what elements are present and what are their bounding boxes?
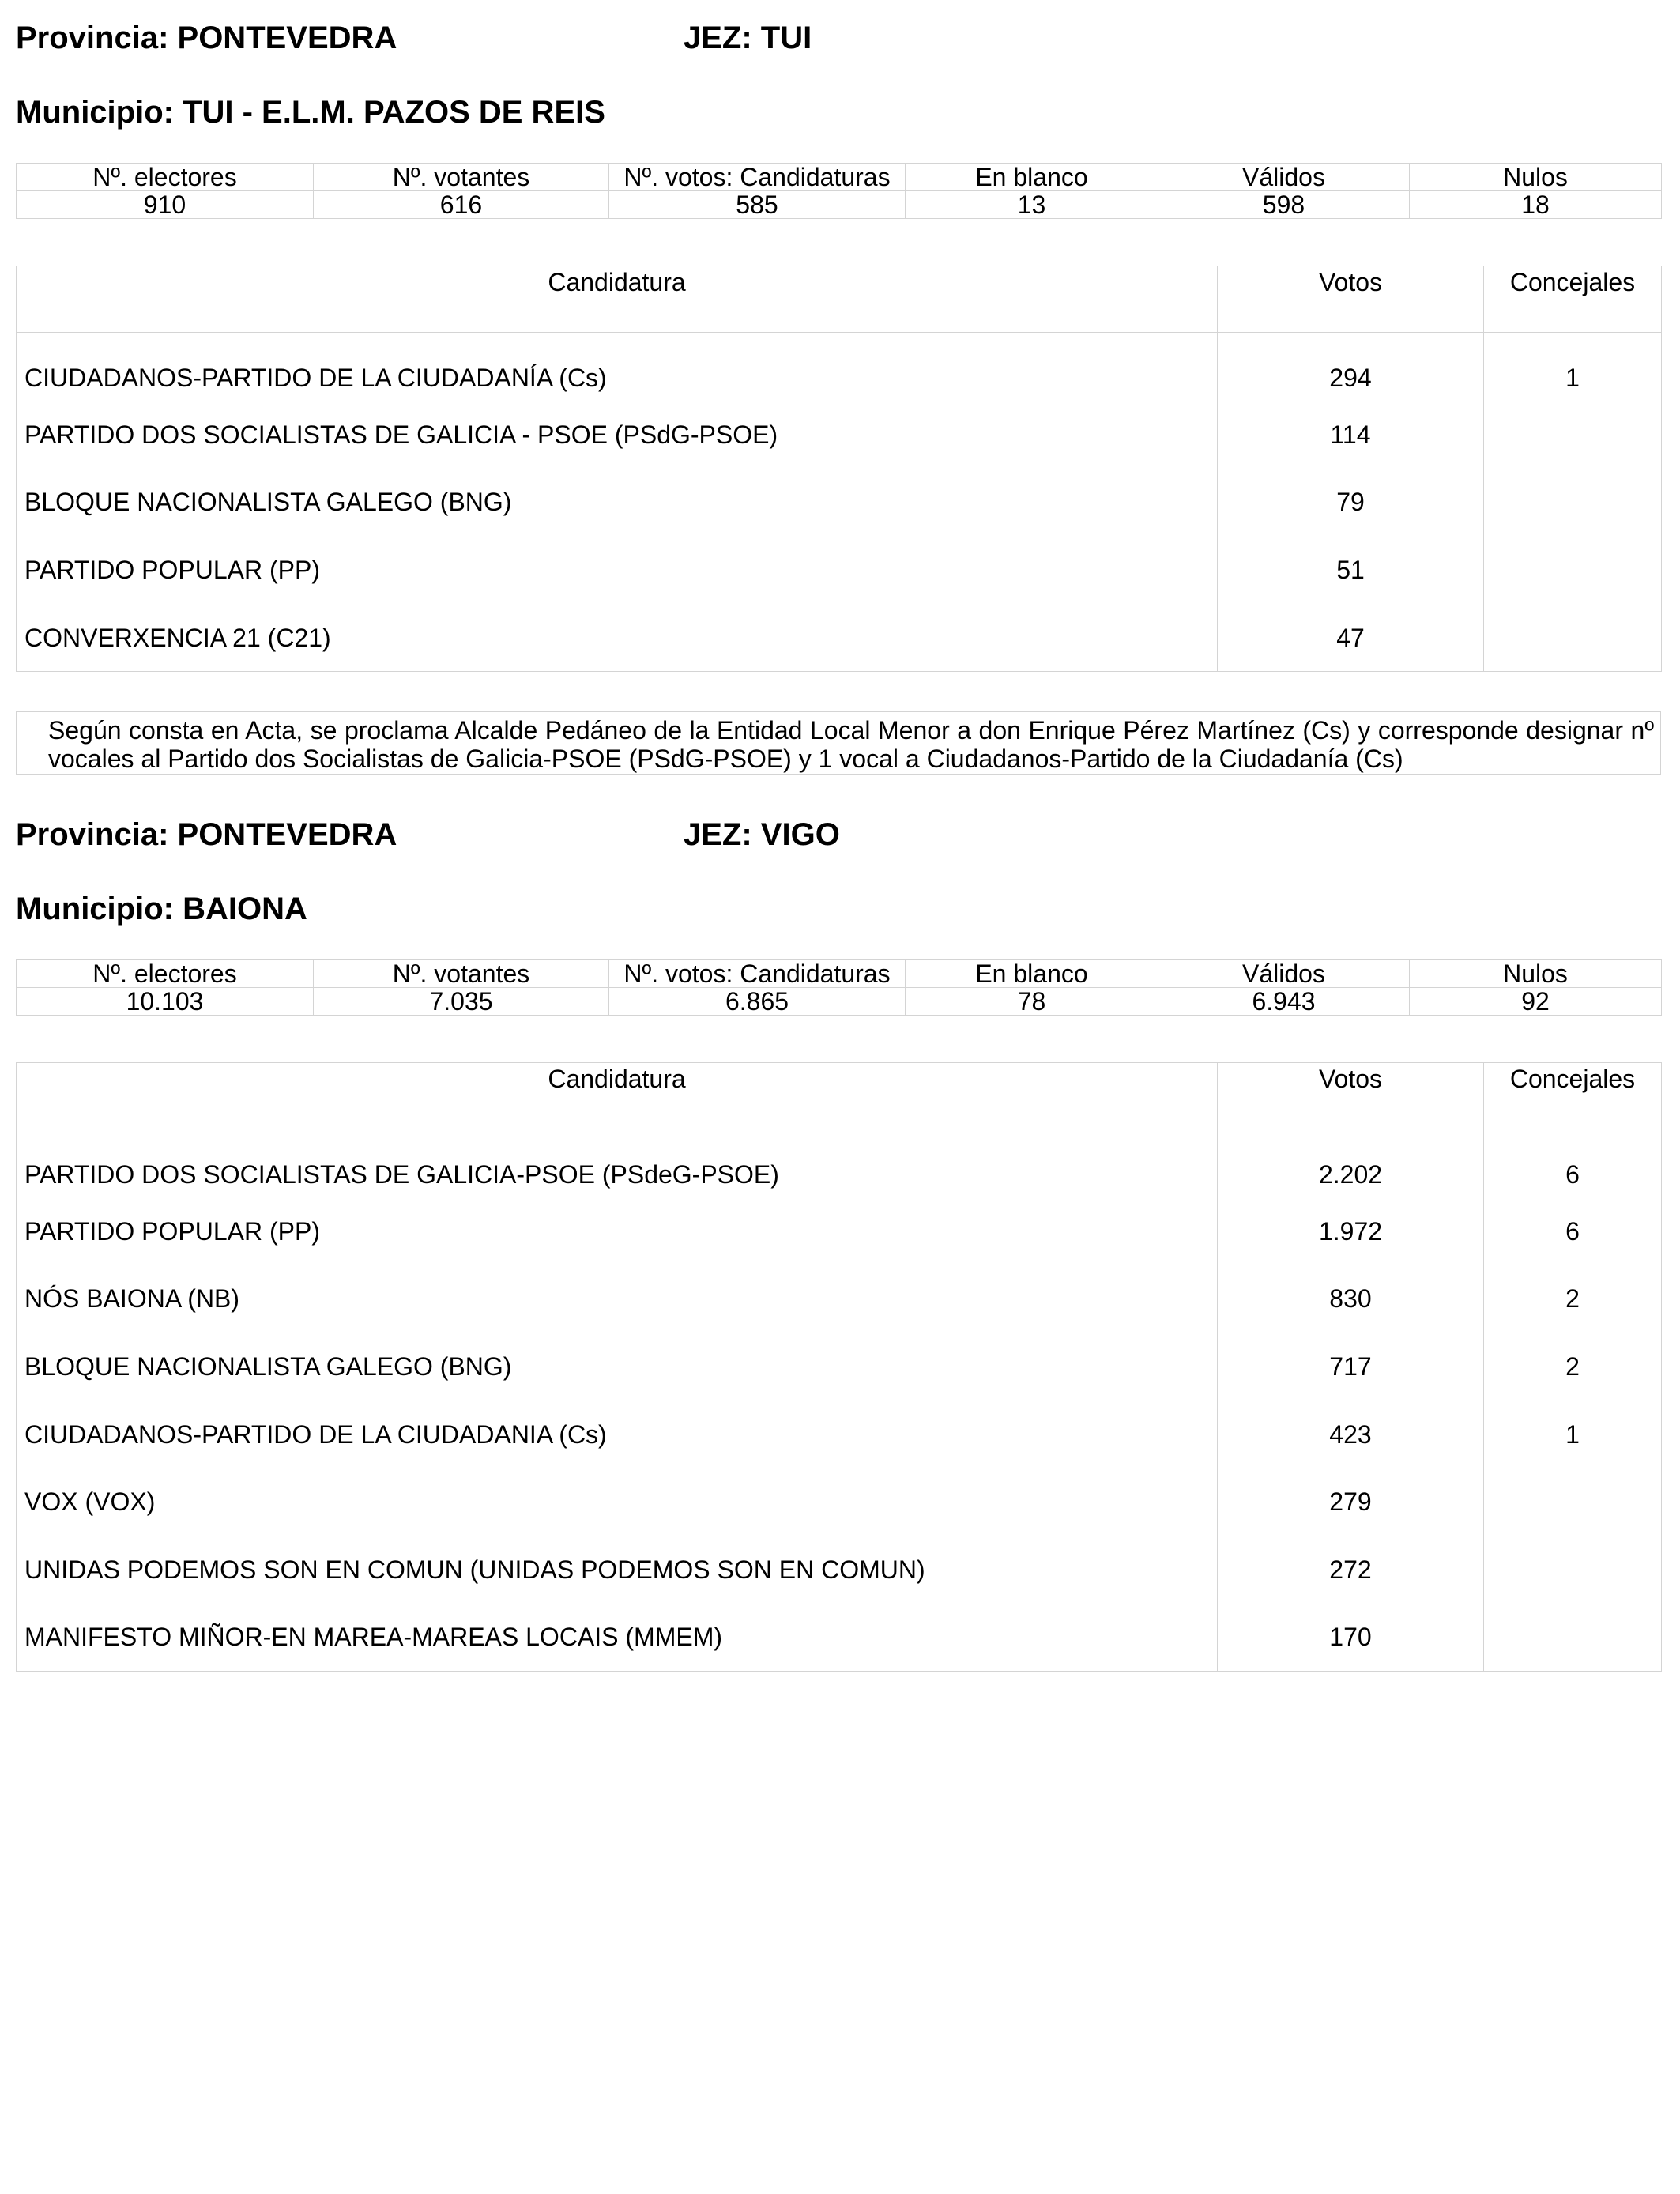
table-row (17, 333, 1662, 401)
candidates-header-row (17, 266, 1662, 333)
candidate-concejales (1484, 604, 1662, 672)
candidate-name: BLOQUE NACIONALISTA GALEGO (BNG) (24, 1351, 512, 1381)
stats-value-validos: 6.943 (1158, 988, 1410, 1016)
stats-value-row (17, 191, 1662, 219)
candidate-name: PARTIDO POPULAR (PP) (24, 1216, 320, 1246)
table-row (17, 401, 1662, 469)
candidate-name: PARTIDO DOS SOCIALISTAS DE GALICIA-PSOE (PSdeG-PSOE) (24, 1160, 779, 1189)
candidate-name: PARTIDO DOS SOCIALISTAS DE GALICIA - PSOE (PSdG-PSOE) (24, 420, 778, 449)
stats-value-row (17, 988, 1662, 1016)
candidate-concejales (1484, 1468, 1662, 1536)
table-row (17, 1536, 1662, 1604)
table-row (17, 1400, 1662, 1468)
candidate-name: VOX (VOX) (24, 1487, 156, 1517)
candidate-votos: 272 (1218, 1536, 1484, 1604)
stats-header-electores: Nº. electores (17, 164, 314, 191)
candidate-votos: 423 (1218, 1400, 1484, 1468)
stats-header-electores: Nº. electores (17, 960, 314, 988)
jez-heading: JEZ: TUI (684, 21, 812, 55)
table-row (17, 604, 1662, 672)
table-row (17, 1604, 1662, 1672)
stats-header-votantes: Nº. votantes (314, 164, 609, 191)
stats-header-en-blanco: En blanco (906, 960, 1158, 988)
jez-heading: JEZ: VIGO (684, 817, 840, 852)
candidate-votos: 51 (1218, 536, 1484, 604)
stats-value-electores: 10.103 (17, 988, 314, 1016)
candidate-votos: 717 (1218, 1333, 1484, 1400)
stats-header-validos: Válidos (1158, 960, 1410, 988)
header-candidatura: Candidatura (17, 266, 1218, 333)
candidate-votos: 79 (1218, 469, 1484, 537)
candidate-concejales (1484, 536, 1662, 604)
candidate-votos: 114 (1218, 401, 1484, 469)
candidate-concejales: 6 (1484, 1129, 1662, 1198)
candidates-table (16, 1062, 1662, 1672)
stats-table (16, 959, 1662, 1016)
stats-value-validos: 598 (1158, 191, 1410, 219)
stats-header-en-blanco: En blanco (906, 164, 1158, 191)
candidate-name: CONVERXENCIA 21 (C21) (24, 623, 331, 652)
table-row (17, 1468, 1662, 1536)
stats-header-row (17, 960, 1662, 988)
stats-header-nulos: Nulos (1410, 960, 1662, 988)
table-row (17, 1333, 1662, 1400)
table-row (17, 536, 1662, 604)
stats-value-en-blanco: 13 (906, 191, 1158, 219)
candidate-name: PARTIDO POPULAR (PP) (24, 555, 320, 584)
candidate-concejales: 2 (1484, 1333, 1662, 1400)
table-row (17, 469, 1662, 537)
stats-header-votos-candidaturas: Nº. votos: Candidaturas (609, 960, 906, 988)
proclamation-note: Según consta en Acta, se proclama Alcalde Pedáneo de la Entidad Local Menor a don Enrique Pérez Martínez (Cs) y corresponde designar nº vocales al Partido dos Socialistas de Galicia-PSOE (PSdG-PSOE) y 1 vocal a Ciudadanos-Partido de la Ciudadanía (Cs) (16, 711, 1661, 775)
stats-header-row (17, 164, 1662, 191)
candidate-votos: 830 (1218, 1265, 1484, 1333)
candidate-votos: 2.202 (1218, 1129, 1484, 1198)
candidate-concejales: 2 (1484, 1265, 1662, 1333)
candidate-concejales (1484, 1536, 1662, 1604)
stats-header-nulos: Nulos (1410, 164, 1662, 191)
candidate-concejales: 6 (1484, 1197, 1662, 1265)
stats-table (16, 163, 1662, 219)
stats-header-votantes: Nº. votantes (314, 960, 609, 988)
candidate-votos: 170 (1218, 1604, 1484, 1672)
provincia-heading: Provincia: PONTEVEDRA (16, 21, 397, 55)
stats-header-validos: Válidos (1158, 164, 1410, 191)
table-row (17, 1265, 1662, 1333)
candidates-table (16, 266, 1662, 672)
stats-value-en-blanco: 78 (906, 988, 1158, 1016)
stats-value-votantes: 616 (314, 191, 609, 219)
header-concejales: Concejales (1484, 1063, 1662, 1129)
header-votos: Votos (1218, 1063, 1484, 1129)
municipio-heading: Municipio: BAIONA (16, 892, 307, 926)
stats-value-electores: 910 (17, 191, 314, 219)
candidate-concejales (1484, 1604, 1662, 1672)
stats-value-votos-candidaturas: 6.865 (609, 988, 906, 1016)
header-votos: Votos (1218, 266, 1484, 333)
header-concejales: Concejales (1484, 266, 1662, 333)
candidate-name: UNIDAS PODEMOS SON EN COMUN (UNIDAS PODEMOS SON EN COMUN) (24, 1555, 925, 1584)
stats-value-nulos: 92 (1410, 988, 1662, 1016)
stats-header-votos-candidaturas: Nº. votos: Candidaturas (609, 164, 906, 191)
municipio-heading: Municipio: TUI - E.L.M. PAZOS DE REIS (16, 95, 605, 130)
stats-value-nulos: 18 (1410, 191, 1662, 219)
header-candidatura: Candidatura (17, 1063, 1218, 1129)
candidate-concejales: 1 (1484, 333, 1662, 401)
candidate-concejales (1484, 469, 1662, 537)
candidate-votos: 294 (1218, 333, 1484, 401)
candidate-concejales (1484, 401, 1662, 469)
candidate-name: CIUDADANOS-PARTIDO DE LA CIUDADANÍA (Cs) (24, 364, 607, 392)
candidate-name: NÓS BAIONA (NB) (24, 1284, 240, 1314)
candidate-votos: 47 (1218, 604, 1484, 672)
candidate-name: BLOQUE NACIONALISTA GALEGO (BNG) (24, 488, 512, 517)
table-row (17, 1197, 1662, 1265)
stats-value-votos-candidaturas: 585 (609, 191, 906, 219)
stats-value-votantes: 7.035 (314, 988, 609, 1016)
candidates-header-row (17, 1063, 1662, 1129)
candidate-votos: 1.972 (1218, 1197, 1484, 1265)
table-row (17, 1129, 1662, 1198)
candidate-name: CIUDADANOS-PARTIDO DE LA CIUDADANIA (Cs) (24, 1419, 607, 1449)
candidate-name: MANIFESTO MIÑOR-EN MAREA-MAREAS LOCAIS (MMEM) (24, 1623, 723, 1652)
provincia-heading: Provincia: PONTEVEDRA (16, 817, 397, 852)
candidate-concejales: 1 (1484, 1400, 1662, 1468)
candidate-votos: 279 (1218, 1468, 1484, 1536)
